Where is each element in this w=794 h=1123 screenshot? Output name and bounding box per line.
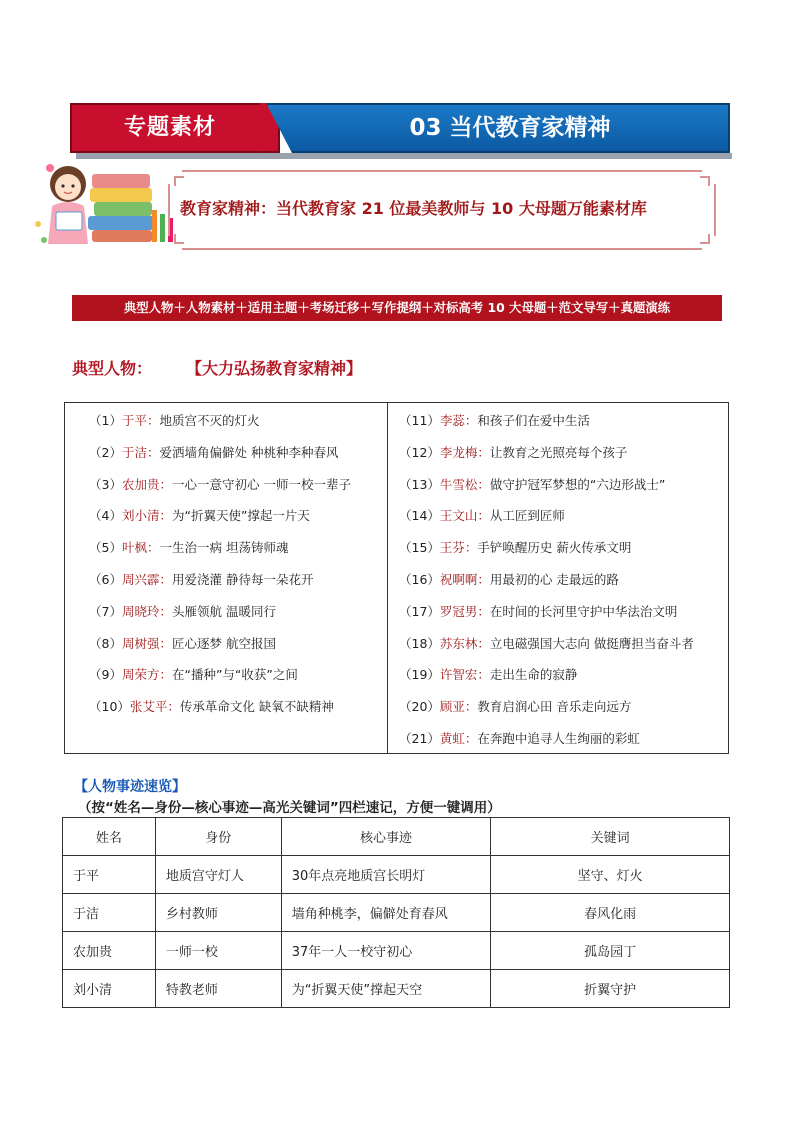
list-item: （6）周兴霹：用爱浇灌 静待每一朵花开 <box>89 571 314 587</box>
table-row <box>63 856 730 894</box>
list-item: （11）李蕊：和孩子们在爱中生活 <box>399 413 590 428</box>
table-row <box>63 932 730 970</box>
table-cell: 30年点亮地质宫长明灯 <box>281 856 491 894</box>
list-item: （21）黄虹：在奔跑中追寻人生绚丽的彩虹 <box>399 730 640 746</box>
table-cell: 地质宫守灯人 <box>155 856 281 894</box>
list-item: （18）苏东林：立电磁强国大志向 做挺膺担当奋斗者 <box>399 635 694 651</box>
list-item: （3）农加贵：一心一意守初心 一师一校一辈子 <box>89 476 351 492</box>
section-subtitle: 【大力弘扬教育家精神】 <box>186 359 363 378</box>
table-header-row <box>63 818 730 856</box>
header-banner <box>70 103 730 153</box>
table-cell: 刘小清 <box>63 970 156 1008</box>
column-divider <box>387 403 388 753</box>
list-item: （8）周树强：匠心逐梦 航空报国 <box>89 635 276 651</box>
column-header: 核心事迹 <box>281 818 491 856</box>
section-title: 典型人物： <box>72 359 153 378</box>
people-list-left <box>89 411 351 729</box>
table-row <box>63 970 730 1008</box>
list-item: （2）于洁：爱洒墙角偏僻处 种桃种李种春风 <box>89 444 339 460</box>
banner-left-label: 专题素材 <box>123 115 216 140</box>
table-cell: 墙角种桃李，偏僻处育春风 <box>281 894 491 932</box>
table-cell: 春风化雨 <box>491 894 730 932</box>
list-item: （20）顾亚：教育启润心田 音乐走向远方 <box>399 699 632 715</box>
table-cell: 一师一校 <box>155 932 281 970</box>
column-header: 关键词 <box>491 818 730 856</box>
table-cell: 孤岛园丁 <box>491 932 730 970</box>
table-cell: 于平 <box>63 856 156 894</box>
table-row <box>63 894 730 932</box>
list-item: （10）张艾平：传承革命文化 缺氧不缺精神 <box>89 699 334 715</box>
table-cell: 37年一人一校守初心 <box>281 932 491 970</box>
girl-reading-books-illustration <box>30 154 180 254</box>
overview-subtitle: （按“姓名—身份—核心事迹—高光关键词”四栏速记，方便一键调用） <box>78 800 501 816</box>
people-list-box <box>64 402 729 754</box>
column-header: 身份 <box>155 818 281 856</box>
list-item: （5）叶枫：一生治一病 坦荡铸师魂 <box>89 540 289 556</box>
people-list-right <box>399 411 694 761</box>
list-item: （19）许智宏：走出生命的寂静 <box>399 667 578 683</box>
table-cell: 乡村教师 <box>155 894 281 932</box>
table-cell: 于洁 <box>63 894 156 932</box>
list-item: （17）罗冠男：在时间的长河里守护中华法治文明 <box>399 603 678 619</box>
list-item: （16）祝啊啊：用最初的心 走最远的路 <box>399 571 619 587</box>
banner-title: 03 当代教育家精神 <box>409 115 611 141</box>
overview-title: 【人物事迹速览】 <box>74 779 186 795</box>
table-cell: 坚守、灯火 <box>491 856 730 894</box>
list-item: （1）于平：地质宫不灭的灯火 <box>89 413 260 428</box>
column-header: 姓名 <box>63 818 156 856</box>
table-cell: 农加贵 <box>63 932 156 970</box>
list-item: （4）刘小清：为“折翼天使”撑起一片天 <box>89 508 310 524</box>
table-cell: 为“折翼天使”撑起天空 <box>281 970 491 1008</box>
list-item: （15）王芬：手铲唤醒历史 薪火传承文明 <box>399 540 632 556</box>
document-subtitle: 教育家精神：当代教育家 21 位最美教师与 10 大母题万能素材库 <box>180 199 647 218</box>
list-item: （12）李龙梅：让教育之光照亮每个孩子 <box>399 444 628 460</box>
content-outline-bar: 典型人物＋人物素材＋适用主题＋考场迁移＋写作提纲＋对标高考 10 大母题＋范文导写＋真题演练 <box>72 295 722 321</box>
list-item: （13）牛雪松：做守护冠军梦想的“六边形战士” <box>399 476 666 492</box>
list-item: （9）周荣方：在“播种”与“收获”之间 <box>89 667 298 683</box>
table-cell: 折翼守护 <box>491 970 730 1008</box>
list-item: （14）王文山：从工匠到匠师 <box>399 508 565 524</box>
list-item: （7）周晓玲：头雁领航 温暖同行 <box>89 603 276 619</box>
overview-table <box>62 817 730 1008</box>
table-cell: 特教老师 <box>155 970 281 1008</box>
